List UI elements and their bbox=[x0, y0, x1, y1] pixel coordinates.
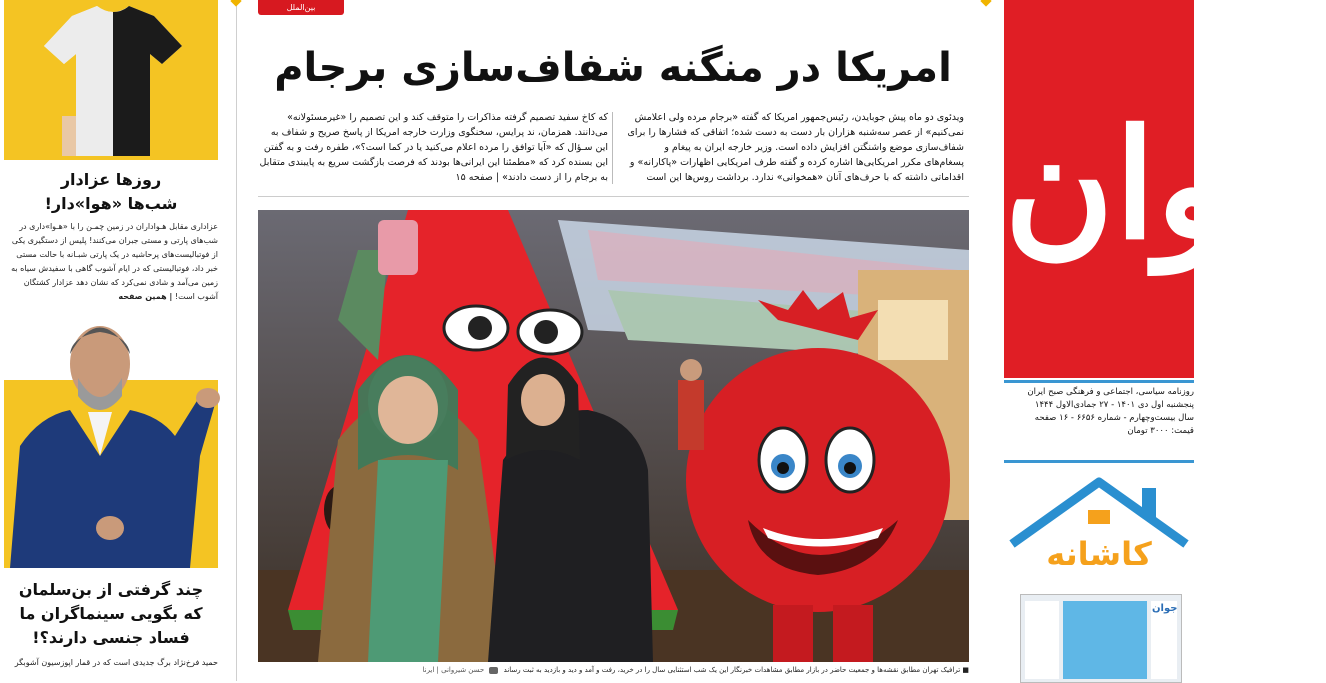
camera-icon bbox=[489, 667, 498, 674]
issue-date: پنجشنبه اول دی ۱۴۰۱ - ۲۷ جمادی‌الاول ۱۴۴۴ bbox=[1034, 400, 1194, 410]
newspaper-logo: جوان bbox=[1004, 97, 1326, 273]
story2-title-line2: که بگویی سینماگران ما bbox=[19, 604, 203, 623]
issue-number: سال بیست‌وچهارم - شماره ۶۶۵۶ - ۱۶ صفحه bbox=[1034, 413, 1194, 423]
story1-title-line1: روزها عزادار bbox=[60, 170, 162, 189]
column-divider bbox=[236, 0, 237, 681]
story2-body: حمید فرخ‌نژاد برگ جدیدی است که در قمار اپوزسیون آشوبگر bbox=[14, 658, 218, 667]
masthead-rule-top bbox=[1004, 380, 1194, 383]
main-photo[interactable] bbox=[258, 210, 969, 662]
photo-credit: حسن شیروانی | ایرنا bbox=[422, 666, 485, 674]
story2-title[interactable] bbox=[4, 578, 218, 650]
caption-text: ■ ترافیک تهران مطابق نقشه‌ها و جمعیت حاضر در بازار مطابق مشاهدات خبرنگار این یک شب استثنایی سال را در خرید، رفت و آمد و دید و بازدید به ثبت رساند bbox=[503, 666, 969, 674]
story1-body-text: عزاداری مقابل هـواداران در زمین چمـن را با «هـوا»داری در شب‌های پارتی و مستی جبران می‌کنند! پلیس از دستگیری یکی از فوتبالیست‌های پرحاشیه در یک پارتی شبـانه با حالت مستی خبر داد، فوتبالیستی که در ایام آشوب گاهی با سفیدش سیاه به زمین می‌آمد و شادی نمی‌کرد که نشان دهد عزادار کشتگان آشوب است! bbox=[11, 222, 218, 301]
supplement-banner[interactable] bbox=[1004, 474, 1194, 586]
story1-section-ref[interactable]: | همین صفحه bbox=[118, 292, 173, 301]
photo-caption bbox=[258, 664, 969, 676]
paper-description: روزنامه سیاسی، اجتماعی و فرهنگی صبح ایران bbox=[1027, 387, 1194, 397]
shirt-ad-image bbox=[4, 0, 218, 160]
story1-body bbox=[4, 220, 218, 304]
selfie-with-mascots-illustration bbox=[258, 210, 969, 662]
corner-diamond-right bbox=[980, 0, 991, 7]
left-column bbox=[0, 0, 228, 681]
corner-diamond-left bbox=[230, 0, 241, 7]
thumb-masthead bbox=[1151, 601, 1177, 679]
tshirt-illustration bbox=[42, 6, 184, 156]
thumb-photo bbox=[1063, 601, 1147, 679]
lead-paragraph-left: که کاخ سفید تصمیم گرفته مذاکرات را متوقف کند و این تصمیم را «غیرمسئولانه» می‌دانند. همزمان، ند پرایس، سخنگوی وزارت خارجه امریکا از پاسخ صریح و شفاف به این سـؤال که «آیا توافق را مرده اعلام می‌کنید یا در کما است؟»، طفره رفت و به گفتن این بسنده کرد که «مطمئنا این ایرانی‌ها بودند که فرصت بازگشت سریع به پایبندی متقابل به برجام را از دست دادند» | صفحه ۱۵ bbox=[259, 112, 608, 183]
thumb-logo: جوان bbox=[1152, 603, 1178, 614]
section-tag[interactable] bbox=[258, 0, 344, 15]
lead-bottom-rule bbox=[258, 196, 969, 197]
lead-divider bbox=[612, 112, 613, 184]
masthead-rule-bottom bbox=[1004, 460, 1194, 463]
man-in-suit-illustration bbox=[0, 306, 230, 568]
supplement-title: کاشانه bbox=[1046, 535, 1152, 573]
masthead-logo-block[interactable] bbox=[1004, 0, 1326, 378]
issue-price: قیمت: ۳۰۰۰ تومان bbox=[1127, 426, 1194, 436]
story2-title-line1: چند گرفتی از بن‌سلمان bbox=[18, 580, 204, 599]
story1-title-line2: شب‌ها «هوا»دار! bbox=[44, 194, 178, 213]
story1-title[interactable] bbox=[4, 168, 218, 216]
section-tag-label: بین‌الملل bbox=[286, 3, 316, 12]
story2-title-line3: فساد جنسی دارند؟! bbox=[32, 628, 190, 647]
lead-paragraph-right: ویدئوی دو ماه پیش جوبایدن، رئیس‌جمهور امریکا که گفته «برجام مرده ولی اعلامش نمی‌کنیم» از عصر سه‌شنبه هزاران بار دست به دست شده؛ اتفاقی که فشارها را برای شفاف‌سازی موضع واشنگتن افزایش داده است. وزیر خارجه ایران به پیغام و پسغام‌های مکرر امریکایی‌ها اشاره کرده و گفته طرف امریکایی اظهارات «پاکارانه» و اقداماتی داشته که با حرف‌های آنان «همخوانی» ندارد. برداشت روس‌ها این است bbox=[627, 112, 964, 183]
thumb-left-column bbox=[1025, 601, 1059, 679]
main-headline[interactable]: امریکا در منگنه شفاف‌سازی برجام bbox=[274, 45, 952, 91]
masthead-info bbox=[1004, 386, 1194, 438]
supplement-thumbnail[interactable] bbox=[1020, 594, 1182, 683]
